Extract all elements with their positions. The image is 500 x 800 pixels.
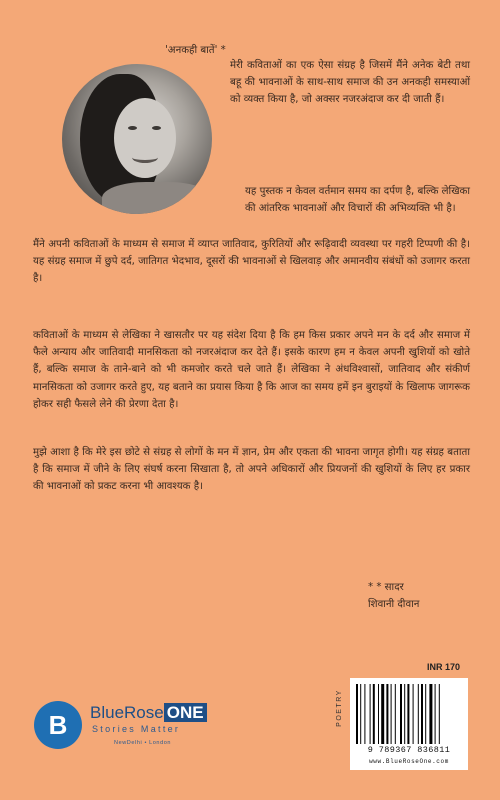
poems-paragraph: मैंने अपनी कविताओं के माध्यम से समाज में व्याप्त जातिवाद, कुरितियों और रूढ़िवादी व्यवस्था पर गहरी टिप्पणी की है। यह संग्रह समाज में छुपे दर्द, जातिगत भेदभाव, दूसरों की भावनाओं से खिलवाड़ और अमानवीय संबंधों को उजागर करता है।	[33, 239, 470, 285]
author-name: शिवानी दीवान	[368, 599, 420, 610]
hope-paragraph: मुझे आशा है कि मेरे इस छोटे से संग्रह से लोगों के मन में ज्ञान, प्रेम और एकता की भावना जागृत होगी। यह संग्रह बताता है कि समाज में जीने के लिए संघर्ष करना सिखाता है, तो अपने अधिकारों और प्रियजनों की खुशियों के लिए हर प्रकार की भावनाओं को प्रकट करना भी आवश्यक है।	[33, 447, 470, 493]
publisher-tagline: Stories Matter	[92, 724, 181, 734]
publisher-website: www.BlueRoseOne.com	[369, 758, 449, 765]
book-title-line: 'अनकही बातें' *	[165, 45, 226, 56]
message-paragraph: कविताओं के माध्यम से लेखिका ने खासतौर पर यह संदेश दिया है कि हम किस प्रकार अपने मन के दर्द और समाज में फैले अन्याय और जातिवादी मानसिकता को नजरअंदाज कर देते हैं। इसके कारण हम न केवल अपनी खुशियों को खोते हैं, बल्कि समाज के ताने-बाने को भी कमजोर करते चले जाते हैं। लेखिका ने अंधविश्वासों, जातिवाद और संकीर्ण मानसिकता को उजागर करते हुए, यह बताने का प्रयास किया है कि आज का समय हमें इन बुराइयों के खिलाफ जागरूक होकर सही फैसले लेने की प्रेरणा देता है।	[33, 330, 470, 410]
publisher-name: BlueRose ONE	[90, 703, 207, 723]
signoff-regards: * * सादर	[368, 582, 404, 593]
isbn-barcode	[350, 678, 468, 770]
publisher-cities: NewDelhi • London	[114, 740, 172, 746]
publisher-logo	[34, 699, 234, 769]
mirror-paragraph: यह पुस्तक न केवल वर्तमान समय का दर्पण है, बल्कि लेखिका की आंतरिक भावनाओं और विचारों की अभिव्यक्ति भी है।	[245, 186, 470, 215]
price-label: INR 170	[427, 662, 461, 672]
barcode-bars	[356, 684, 462, 744]
publisher-b-icon: B	[34, 701, 82, 749]
isbn-number: 9 789367 836811	[367, 745, 451, 755]
intro-paragraph: मेरी कविताओं का एक ऐसा संग्रह है जिसमें मैंने अनेक बेटी तथा बहू की भावनाओं के साथ-साथ समाज की उन अनकही समस्याओं को व्यक्त किया है, जो अक्सर नजरअंदाज कर दी जाती हैं।	[230, 60, 470, 106]
author-photo	[62, 64, 212, 214]
genre-label: POETRY	[336, 689, 343, 727]
